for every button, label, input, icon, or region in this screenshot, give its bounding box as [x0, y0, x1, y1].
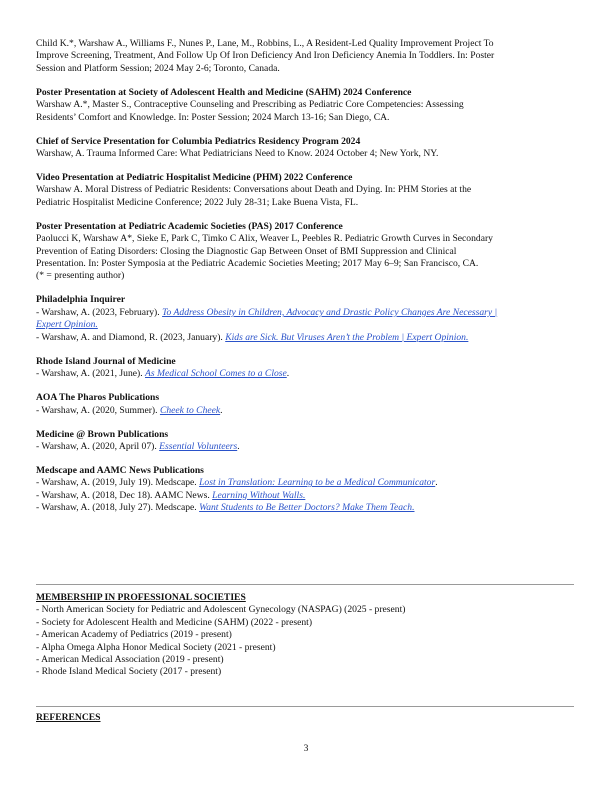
citation-suffix: .	[220, 404, 223, 416]
entry-line: Prevention of Eating Disorders: Closing the Diagnostic Gap Between Onset of BMI Suppression and Clinical	[36, 245, 457, 257]
membership-section	[36, 592, 405, 679]
publication-rhode-island	[36, 356, 578, 381]
membership-item: - American Medical Association (2019 - present)	[36, 654, 224, 666]
references-title: REFERENCES	[36, 712, 101, 723]
publication-item	[36, 332, 578, 344]
article-link-essential-volunteers[interactable]: Essential Volunteers	[159, 440, 238, 452]
article-link-better-doctors[interactable]: Want Students to Be Better Doctors? Make Them Teach.	[199, 502, 415, 514]
references-section	[36, 712, 101, 724]
citation-text: - Warshaw, A. and Diamond, R. (2023, January).	[36, 331, 226, 343]
article-link-medical-school[interactable]: As Medical School Comes to a Close	[145, 368, 287, 380]
entry-heading: Chief of Service Presentation for Columbia Pediatrics Residency Program 2024	[36, 135, 361, 147]
presentation-entry-child	[36, 38, 578, 75]
entry-line: Session and Platform Session; 2024 May 2-6; Toronto, Canada.	[36, 62, 280, 74]
publication-inquirer	[36, 294, 578, 344]
section-divider	[36, 706, 574, 707]
citation-text: - Warshaw, A. (2023, February).	[36, 306, 163, 318]
membership-item: - Alpha Omega Alpha Honor Medical Society (2021 - present)	[36, 641, 276, 653]
entry-line: Child K.*, Warshaw A., Williams F., Nunes P., Lane, M., Robbins, L., A Resident-Led Quality Improvement Project To	[36, 38, 494, 49]
entry-heading: Poster Presentation at Pediatric Academic Societies (PAS) 2017 Conference	[36, 220, 343, 232]
entry-line: Residents’ Comfort and Knowledge. In: Poster Session; 2024 March 13-16; San Diego, CA.	[36, 111, 390, 123]
publication-item	[36, 368, 578, 380]
citation-suffix: .	[435, 477, 438, 489]
publication-heading: Medicine @ Brown Publications	[36, 428, 169, 440]
citation-text: - Warshaw, A. (2020, April 07).	[36, 440, 160, 452]
publication-heading: AOA The Pharos Publications	[36, 392, 160, 404]
publication-heading: Philadelphia Inquirer	[36, 294, 126, 306]
publication-pharos	[36, 392, 578, 417]
citation-text: - Warshaw, A. (2018, Dec 18). AAMC News.	[36, 489, 213, 501]
citation-suffix: .	[286, 368, 290, 380]
citation-text: - Warshaw, A. (2018, July 27). Medscape.	[36, 502, 200, 514]
publication-heading: Rhode Island Journal of Medicine	[36, 355, 176, 367]
entry-line: Pediatric Hospitalist Medicine Conference; 2022 July 28-31; Lake Buena Vista, FL.	[36, 196, 359, 208]
article-link-learning-without-walls[interactable]: Learning Without Walls.	[212, 489, 306, 501]
entry-line: Improve Screening, Treatment, And Follow Up Of Iron Deficiency And Iron Deficiency Anemia In Toddlers. In: Poster	[36, 50, 495, 62]
publication-heading: Medscape and AAMC News Publications	[36, 464, 204, 476]
section-divider	[36, 584, 574, 585]
publication-item	[36, 490, 578, 502]
publication-item	[36, 441, 578, 453]
publication-item	[36, 502, 578, 514]
entry-line: Warshaw A. Moral Distress of Pediatric Residents: Conversations about Death and Dying. In: PHM Stories at the	[36, 184, 472, 196]
publication-item	[36, 307, 578, 319]
entry-heading: Video Presentation at Pediatric Hospitalist Medicine (PHM) 2022 Conference	[36, 172, 353, 184]
citation-text: - Warshaw, A. (2021, June).	[36, 368, 146, 380]
publication-item	[36, 477, 578, 489]
presentation-entry-phm	[36, 172, 578, 209]
entry-line: Warshaw, A. Trauma Informed Care: What Pediatricians Need to Know. 2024 October 4; New York, NY.	[36, 148, 439, 160]
citation-text: - Warshaw, A. (2019, July 19). Medscape.	[36, 477, 200, 489]
entry-line: Presentation. In: Poster Symposia at the Pediatric Academic Societies Meeting; 2017 May 6–9; San Francisco, CA.	[36, 258, 479, 270]
membership-item: - Rhode Island Medical Society (2017 - present)	[36, 666, 222, 678]
presentation-entry-pas	[36, 221, 578, 283]
membership-title: MEMBERSHIP IN PROFESSIONAL SOCIETIES	[36, 592, 246, 603]
article-link-lost-in-translation[interactable]: Lost in Translation: Learning to be a Medical Communicator	[199, 477, 436, 489]
membership-item: - American Academy of Pediatrics (2019 - present)	[36, 629, 232, 641]
publication-item-continued	[36, 319, 578, 331]
entry-line: Paolucci K, Warshaw A*, Sieke E, Park C, Timko C Alix, Weaver L, Peebles R. Pediatric Growth Curves in Secondary	[36, 233, 493, 245]
presentation-entry-sahm	[36, 87, 578, 124]
entry-line: (* = presenting author)	[36, 270, 125, 282]
article-link-kids-are-sick[interactable]: Kids are Sick. But Viruses Aren’t the Problem | Expert Opinion.	[225, 331, 469, 343]
presentation-entry-columbia	[36, 136, 578, 161]
entry-line: Warshaw A.*, Master S., Contraceptive Counseling and Prescribing as Pediatric Core Competencies: Assessing	[36, 99, 464, 111]
citation-text: - Warshaw, A. (2020, Summer).	[36, 404, 160, 416]
publication-item	[36, 405, 578, 417]
publication-brown	[36, 429, 578, 454]
page-number: 3	[303, 743, 309, 754]
article-link-obesity-continued[interactable]: Expert Opinion.	[36, 319, 98, 331]
membership-item: - North American Society for Pediatric and Adolescent Gynecology (NASPAG) (2025 - present)	[36, 604, 406, 616]
citation-suffix: .	[237, 440, 240, 452]
article-link-cheek-to-cheek[interactable]: Cheek to Cheek	[159, 404, 221, 416]
publication-medscape	[36, 465, 578, 515]
entry-heading: Poster Presentation at Society of Adolescent Health and Medicine (SAHM) 2024 Conference	[36, 86, 412, 98]
article-link-obesity[interactable]: To Address Obesity in Children, Advocacy and Drastic Policy Changes Are Necessary |	[162, 306, 498, 318]
membership-item: - Society for Adolescent Health and Medicine (SAHM) (2022 - present)	[36, 616, 313, 628]
